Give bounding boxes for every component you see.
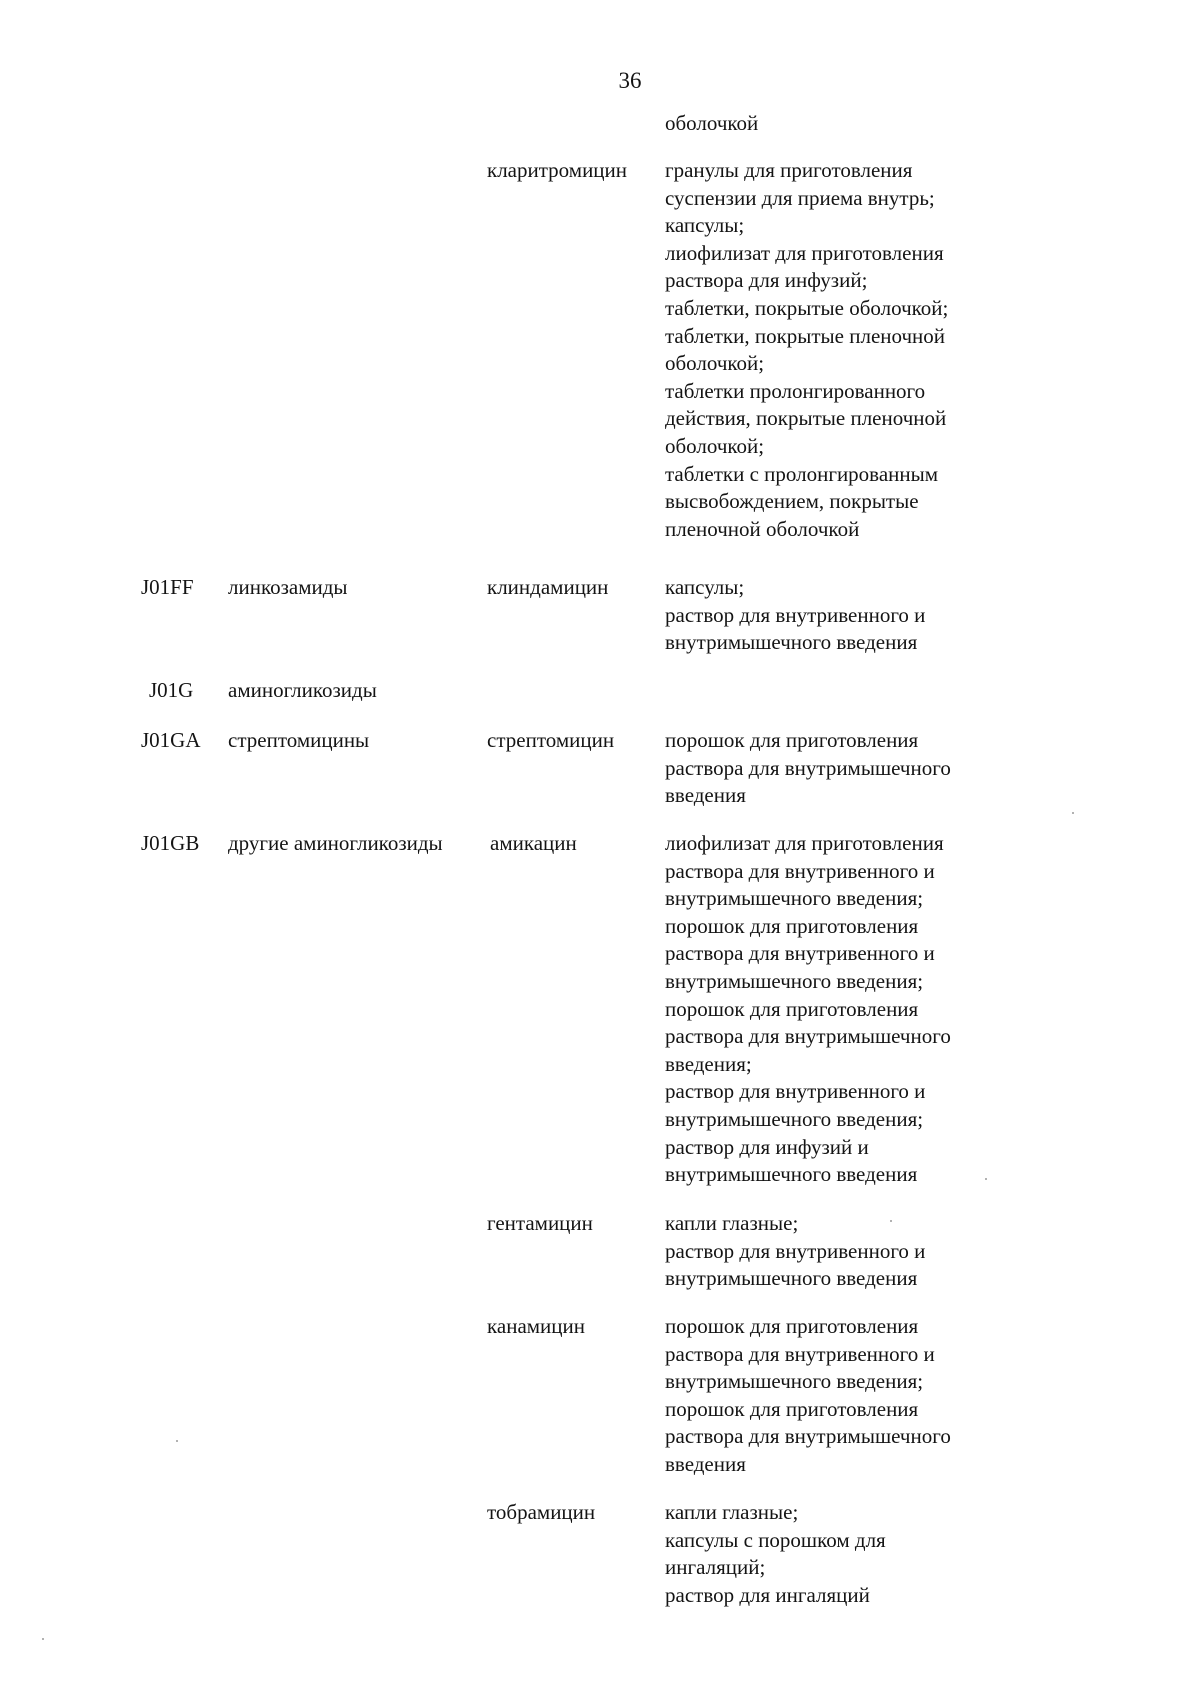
dosage-form-line: раствора для внутримышечного (665, 755, 951, 780)
dosage-form-line: внутримышечного введения (665, 1162, 918, 1187)
dosage-form-line: внутримышечного введения (665, 1266, 918, 1291)
dosage-form-line: раствор для ингаляций (665, 1582, 870, 1607)
dosage-form-line: внутримышечного введения; (665, 886, 924, 911)
dosage-form-line: капсулы с порошком для (665, 1527, 886, 1552)
dosage-form-line: суспензии для приема внутрь; (665, 185, 935, 210)
dosage-form-line: лиофилизат для приготовления (665, 831, 944, 855)
dosage-form-line: раствора для внутривенного и (665, 1341, 935, 1366)
scan-speck (42, 1638, 44, 1640)
dosage-form-line: высвобождением, покрытые (665, 489, 919, 514)
dosage-forms (665, 727, 1025, 810)
dosage-form-line: таблетки, покрытые оболочкой; (665, 295, 949, 320)
drug-name: амикацин (490, 831, 577, 855)
dosage-form-line: порошок для приготовления (665, 996, 919, 1021)
dosage-form-line: внутримышечного введения; (665, 968, 924, 993)
dosage-form-line: порошок для приготовления (665, 1314, 919, 1338)
dosage-form-line: раствора для внутримышечного (665, 1024, 951, 1049)
dosage-form-line: оболочкой; (665, 351, 765, 376)
dosage-form-line: лиофилизат для приготовления (665, 240, 944, 265)
drug-name: гентамицин (487, 1211, 593, 1235)
atc-group-name: стрептомицины (228, 728, 370, 752)
drug-name: стрептомицин (487, 728, 615, 752)
dosage-form-line: порошок для приготовления (665, 1396, 919, 1421)
dosage-form-line: введения (665, 783, 746, 808)
dosage-form-line: раствор для внутривенного и (665, 1079, 926, 1104)
scan-speck (176, 1440, 178, 1442)
dosage-forms (665, 1210, 1025, 1293)
dosage-form-line: капли глазные; (665, 1500, 799, 1524)
dosage-form-line: действия, покрытые пленочной (665, 406, 947, 431)
atc-group-name: аминогликозиды (228, 678, 377, 702)
page-number: 36 (618, 68, 642, 93)
dosage-form-line: раствора для инфузий; (665, 268, 868, 293)
dosage-forms (665, 157, 1025, 543)
dosage-form-line: ингаляций; (665, 1555, 766, 1580)
scan-speck (890, 1220, 892, 1222)
dosage-form-line: раствор для внутривенного и (665, 602, 926, 627)
atc-group-name: другие аминогликозиды (228, 831, 443, 855)
dosage-form-line: оболочкой (665, 111, 759, 135)
dosage-form-line: раствора для внутримышечного (665, 1424, 951, 1449)
scan-speck (985, 1178, 987, 1180)
dosage-form-line: таблетки пролонгированного (665, 378, 926, 403)
dosage-form-line: капсулы; (665, 213, 745, 238)
dosage-form-line: порошок для приготовления (665, 913, 919, 938)
drug-name: кларитромицин (487, 158, 628, 182)
atc-code: J01G (149, 678, 194, 702)
dosage-form-line: раствор для внутривенного и (665, 1238, 926, 1263)
dosage-form-line: таблетки, покрытые пленочной (665, 323, 946, 348)
dosage-forms (665, 110, 1025, 138)
dosage-form-line: порошок для приготовления (665, 728, 919, 752)
scan-speck (1072, 812, 1074, 814)
drug-name: тобрамицин (487, 1500, 596, 1524)
atc-code: J01FF (141, 575, 194, 599)
dosage-form-line: гранулы для приготовления (665, 158, 913, 182)
dosage-form-line: введения; (665, 1051, 752, 1076)
drug-name: канамицин (487, 1314, 586, 1338)
atc-group-name: линкозамиды (228, 575, 348, 599)
dosage-form-line: оболочкой; (665, 433, 765, 458)
dosage-form-line: внутримышечного введения; (665, 1106, 924, 1131)
dosage-form-line: капли глазные; (665, 1211, 799, 1235)
dosage-form-line: раствора для внутривенного и (665, 941, 935, 966)
atc-code: J01GA (141, 728, 201, 752)
atc-code: J01GB (141, 831, 200, 855)
dosage-form-line: внутримышечного введения (665, 630, 918, 655)
dosage-form-line: раствора для внутривенного и (665, 858, 935, 883)
dosage-forms (665, 574, 1025, 657)
dosage-forms (665, 1499, 1025, 1609)
dosage-form-line: пленочной оболочкой (665, 516, 860, 541)
dosage-form-line: таблетки с пролонгированным (665, 461, 939, 486)
dosage-forms (665, 830, 1025, 1189)
dosage-form-line: внутримышечного введения; (665, 1369, 924, 1394)
dosage-form-line: капсулы; (665, 575, 745, 599)
dosage-forms (665, 1313, 1025, 1479)
drug-name: клиндамицин (487, 575, 609, 599)
dosage-form-line: введения (665, 1451, 746, 1476)
dosage-form-line: раствор для инфузий и (665, 1134, 869, 1159)
